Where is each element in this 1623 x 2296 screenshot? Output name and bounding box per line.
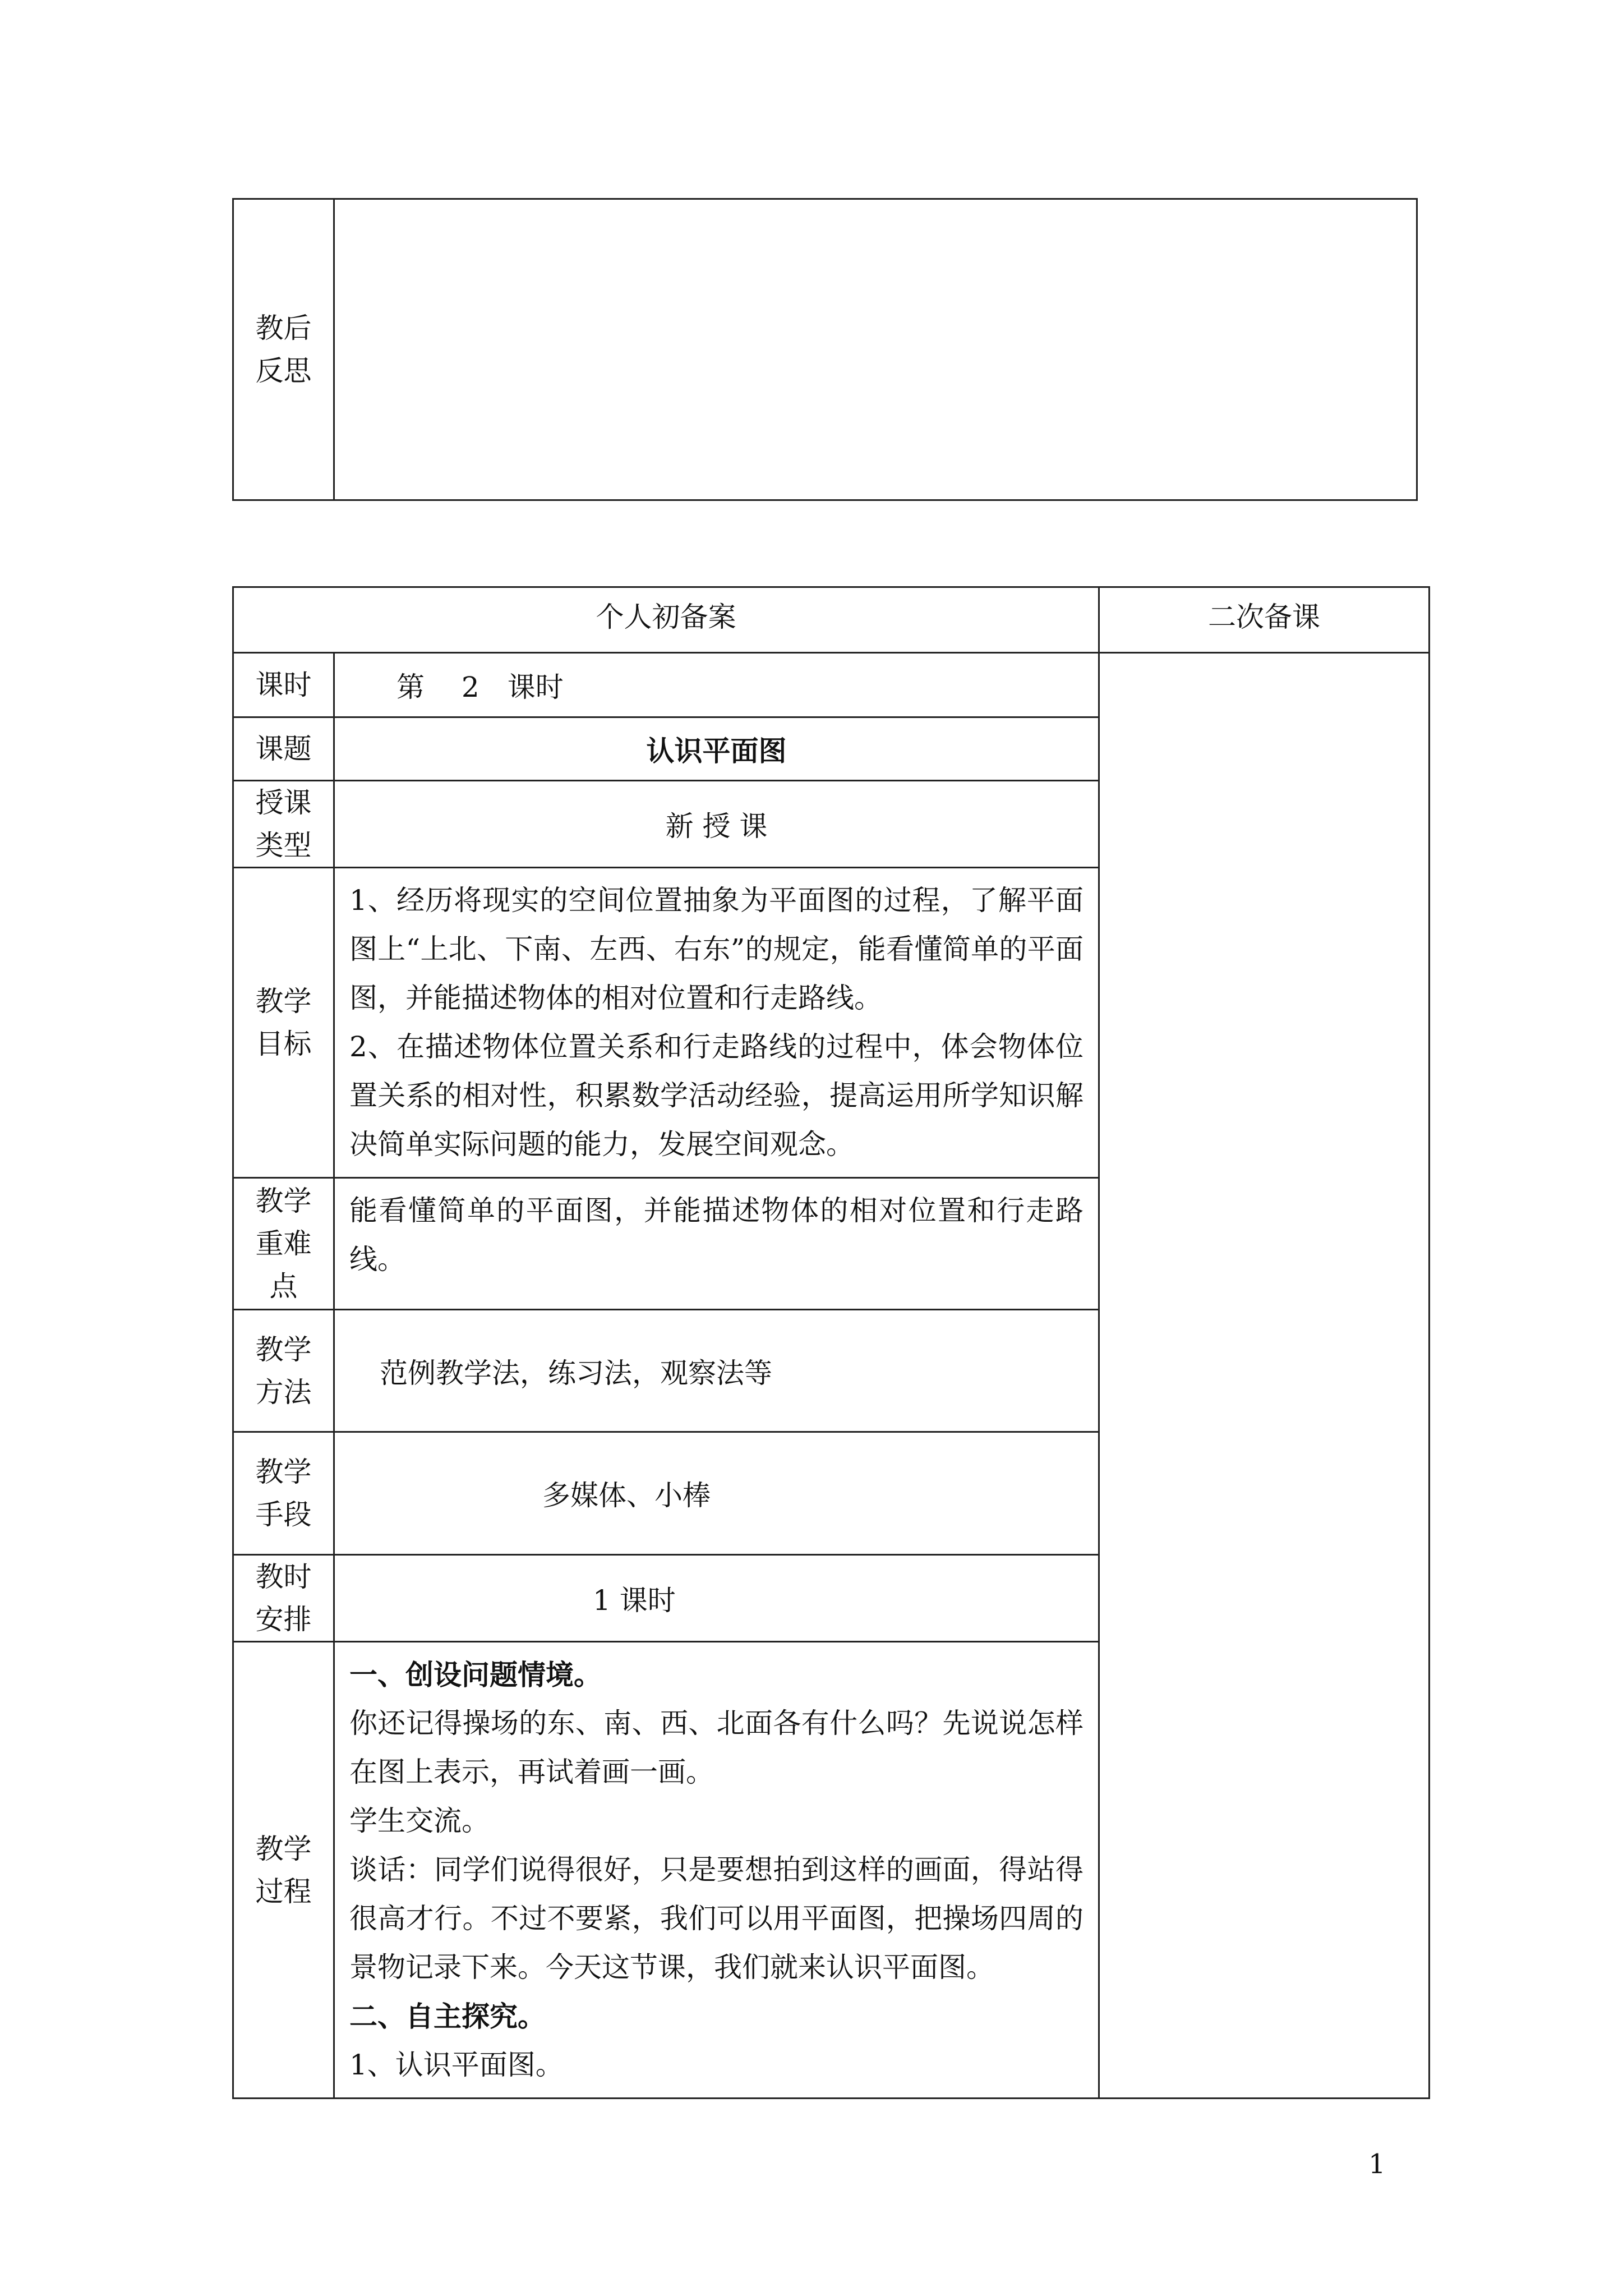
reflection-label-line2: 反思 bbox=[255, 355, 312, 387]
means-label-line1: 教学 bbox=[255, 1456, 312, 1488]
process-heading-2: 二、自主探究。 bbox=[349, 2000, 546, 2033]
topic-value: 认识平面图 bbox=[334, 717, 1099, 781]
objectives-label-line2: 目标 bbox=[255, 1028, 312, 1060]
methods-label-line2: 方法 bbox=[255, 1375, 312, 1409]
reflection-label-line1: 教后 bbox=[255, 312, 312, 344]
methods-label bbox=[233, 1310, 334, 1432]
lesson-type-label-line2: 类型 bbox=[255, 829, 312, 862]
lesson-type-label bbox=[233, 781, 334, 868]
lesson-plan-table bbox=[232, 586, 1430, 2099]
objective-item-1: 1、经历将现实的空间位置抽象为平面图的过程，了解平面图上“上北、下南、左西、右东”的规定，能看懂简单的平面图，并能描述物体的相对位置和行走路线。 bbox=[349, 884, 1083, 1014]
means-value: 多媒体、小棒 bbox=[334, 1432, 1099, 1555]
topic-label: 课题 bbox=[233, 717, 334, 781]
reflection-table bbox=[232, 198, 1418, 501]
lesson-period-label: 课时 bbox=[233, 653, 334, 717]
objective-item-2: 2、在描述物体位置关系和行走路线的过程中，体会物体位置关系的相对性，积累数学活动经验，提高运用所学知识解决简单实际问题的能力，发展空间观念。 bbox=[349, 1030, 1083, 1161]
header-personal-plan: 个人初备案 bbox=[233, 587, 1099, 653]
process-label bbox=[233, 1642, 334, 2099]
schedule-value: 1 课时 bbox=[334, 1555, 1099, 1642]
objectives-content bbox=[334, 868, 1099, 1178]
process-label-line2: 过程 bbox=[255, 1875, 312, 1908]
schedule-label bbox=[233, 1555, 334, 1642]
process-content bbox=[334, 1642, 1099, 2099]
methods-label-line1: 教学 bbox=[255, 1333, 312, 1366]
lesson-period-value: 第 2 课时 bbox=[334, 653, 1099, 717]
process-paragraph-2: 学生交流。 bbox=[349, 1805, 490, 1837]
methods-value: 范例教学法，练习法，观察法等 bbox=[334, 1310, 1099, 1432]
key-points-value: 能看懂简单的平面图，并能描述物体的相对位置和行走路线。 bbox=[334, 1178, 1099, 1310]
lesson-type-label-line1: 授课 bbox=[255, 786, 312, 819]
means-label-line2: 手段 bbox=[255, 1498, 312, 1531]
objectives-label-line1: 教学 bbox=[255, 985, 312, 1018]
lesson-type-value: 新 授 课 bbox=[334, 781, 1099, 868]
reflection-content bbox=[334, 199, 1417, 500]
key-points-label-line1: 教学 bbox=[255, 1185, 312, 1217]
schedule-label-line1: 教时 bbox=[255, 1561, 312, 1593]
key-points-label bbox=[233, 1178, 334, 1310]
page-number: 1 bbox=[1368, 2148, 1386, 2180]
objectives-label bbox=[233, 868, 334, 1178]
process-paragraph-3: 谈话：同学们说得很好，只是要想拍到这样的画面，得站得很高才行。不过不要紧，我们可以用平面图，把操场四周的景物记录下来。今天这节课，我们就来认识平面图。 bbox=[349, 1853, 1083, 1984]
means-label bbox=[233, 1432, 334, 1555]
process-label-line1: 教学 bbox=[255, 1832, 312, 1865]
process-paragraph-4: 1、认识平面图。 bbox=[349, 2049, 564, 2081]
process-paragraph-1: 你还记得操场的东、南、西、北面各有什么吗？先说说怎样在图上表示，再试着画一画。 bbox=[349, 1707, 1083, 1788]
second-plan-column bbox=[1099, 653, 1430, 2099]
key-points-label-line3: 点 bbox=[269, 1270, 298, 1303]
header-second-plan: 二次备课 bbox=[1099, 587, 1430, 653]
reflection-label bbox=[233, 199, 334, 500]
schedule-label-line2: 安排 bbox=[255, 1603, 312, 1636]
process-heading-1: 一、创设问题情境。 bbox=[349, 1658, 602, 1691]
key-points-label-line2: 重难 bbox=[255, 1227, 312, 1260]
